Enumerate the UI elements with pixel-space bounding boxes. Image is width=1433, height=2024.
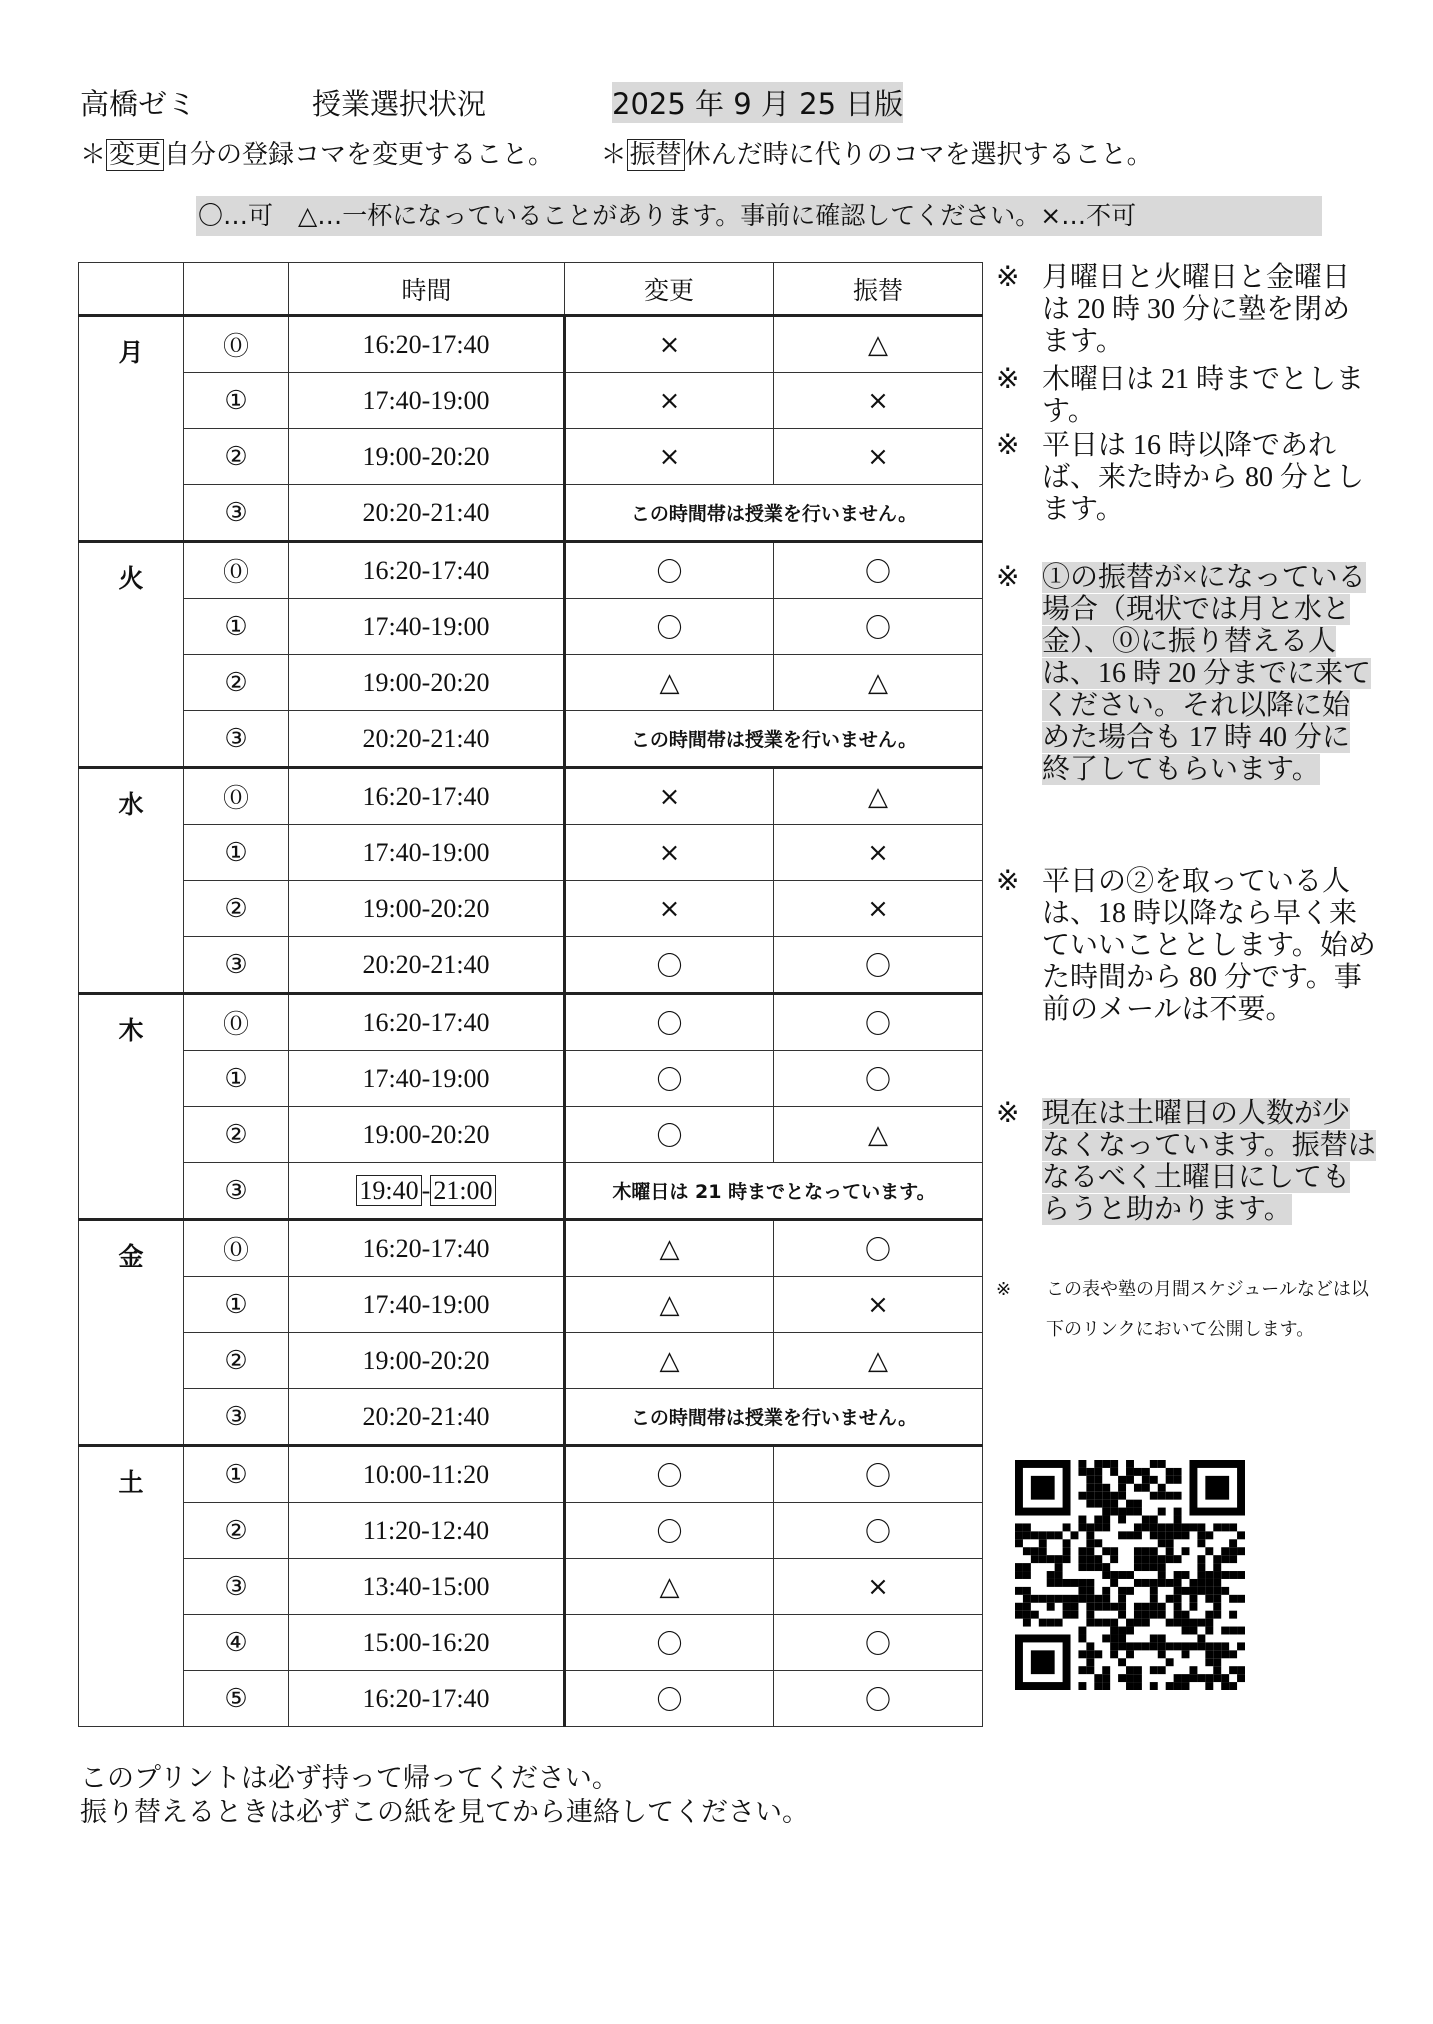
period-message: 木曜日は 21 時までとなっています。 bbox=[565, 1163, 983, 1220]
period-time: 19:00-20:20 bbox=[289, 1333, 565, 1389]
change-status: 〇 bbox=[565, 1446, 774, 1503]
period-time: 19:00-20:20 bbox=[289, 881, 565, 937]
period-time: 19:00-20:20 bbox=[289, 655, 565, 711]
table-header-row bbox=[79, 263, 983, 316]
makeup-status: 〇 bbox=[774, 937, 983, 994]
table-row bbox=[79, 1277, 983, 1333]
makeup-status: × bbox=[774, 881, 983, 937]
period-number: ① bbox=[184, 1277, 289, 1333]
star-mark: ＊ bbox=[600, 140, 627, 170]
side-note-5: ※ 平日の②を取っている人は、18 時以降なら早く来ていいこととします。始めた時間から 80 分です。事前のメールは不要。 bbox=[996, 866, 1376, 1025]
footer-line-2: 振り替えるときは必ずこの紙を見てから連絡してください。 bbox=[80, 1797, 809, 1828]
period-number: ① bbox=[184, 373, 289, 429]
period-number: ① bbox=[184, 599, 289, 655]
makeup-status: 〇 bbox=[774, 599, 983, 655]
table-row bbox=[79, 1333, 983, 1389]
period-time: 16:20-17:40 bbox=[289, 316, 565, 373]
change-status: 〇 bbox=[565, 1503, 774, 1559]
change-status: △ bbox=[565, 1333, 774, 1389]
table-row bbox=[79, 1503, 983, 1559]
change-status: 〇 bbox=[565, 1671, 774, 1727]
period-time: 19:00-20:20 bbox=[289, 429, 565, 485]
period-number: ③ bbox=[184, 1389, 289, 1446]
change-status: × bbox=[565, 373, 774, 429]
makeup-status: × bbox=[774, 429, 983, 485]
day-label: 火 bbox=[79, 542, 184, 768]
makeup-status: △ bbox=[774, 655, 983, 711]
period-time: 17:40-19:00 bbox=[289, 1051, 565, 1107]
side-note-3: ※ 平日は 16 時以降であれば、来た時から 80 分とします。 bbox=[996, 430, 1365, 525]
period-time: 20:20-21:40 bbox=[289, 937, 565, 994]
period-time: 11:20-12:40 bbox=[289, 1503, 565, 1559]
footer bbox=[80, 1762, 809, 1830]
period-number: ② bbox=[184, 881, 289, 937]
table-row bbox=[79, 825, 983, 881]
period-time: 13:40-15:00 bbox=[289, 1559, 565, 1615]
period-number: ③ bbox=[184, 711, 289, 768]
period-time: 10:00-11:20 bbox=[289, 1446, 565, 1503]
period-number: ⓪ bbox=[184, 316, 289, 373]
makeup-status: 〇 bbox=[774, 542, 983, 599]
period-time: 17:40-19:00 bbox=[289, 1277, 565, 1333]
period-time: 19:00-20:20 bbox=[289, 1107, 565, 1163]
change-status: 〇 bbox=[565, 1051, 774, 1107]
header-cell-day bbox=[79, 263, 184, 316]
period-number: ⓪ bbox=[184, 542, 289, 599]
table-row bbox=[79, 1220, 983, 1277]
header-change: 変更 bbox=[565, 263, 774, 316]
period-message: この時間帯は授業を行いません。 bbox=[565, 485, 983, 542]
period-time: 17:40-19:00 bbox=[289, 825, 565, 881]
period-number: ③ bbox=[184, 1559, 289, 1615]
side-note-2: ※ 木曜日は 21 時までとします。 bbox=[996, 364, 1365, 427]
period-number: ⓪ bbox=[184, 768, 289, 825]
period-time: 20:20-21:40 bbox=[289, 485, 565, 542]
change-status: 〇 bbox=[565, 994, 774, 1051]
makeup-status: 〇 bbox=[774, 1615, 983, 1671]
change-status: △ bbox=[565, 1277, 774, 1333]
change-status: × bbox=[565, 881, 774, 937]
table-row bbox=[79, 429, 983, 485]
period-number: ④ bbox=[184, 1615, 289, 1671]
period-time: 16:20-17:40 bbox=[289, 1671, 565, 1727]
time-separator: - bbox=[421, 1175, 431, 1205]
day-label: 月 bbox=[79, 316, 184, 542]
period-time: 16:20-17:40 bbox=[289, 994, 565, 1051]
period-number: ③ bbox=[184, 937, 289, 994]
period-time: 16:20-17:40 bbox=[289, 542, 565, 599]
change-status: 〇 bbox=[565, 542, 774, 599]
makeup-definition: 休んだ時に代りのコマを選択すること。 bbox=[684, 140, 1153, 170]
table-row bbox=[79, 373, 983, 429]
change-status: × bbox=[565, 429, 774, 485]
makeup-status: △ bbox=[774, 1333, 983, 1389]
table-row bbox=[79, 1051, 983, 1107]
change-status: 〇 bbox=[565, 937, 774, 994]
change-status: × bbox=[565, 316, 774, 373]
makeup-status: 〇 bbox=[774, 1220, 983, 1277]
table-row bbox=[79, 1559, 983, 1615]
table-row bbox=[79, 316, 983, 373]
schedule-table bbox=[78, 262, 983, 1727]
table-row bbox=[79, 655, 983, 711]
change-status: × bbox=[565, 825, 774, 881]
time-end: 21:00 bbox=[430, 1175, 495, 1206]
table-row bbox=[79, 485, 983, 542]
side-note-1: ※ 月曜日と火曜日と金曜日は 20 時 30 分に塾を閉めます。 bbox=[996, 262, 1351, 357]
change-status: △ bbox=[565, 1220, 774, 1277]
symbol-legend: 〇…可 △…一杯になっていることがあります。事前に確認してください。×…不可 bbox=[196, 196, 1322, 236]
makeup-status: × bbox=[774, 1277, 983, 1333]
makeup-status: △ bbox=[774, 316, 983, 373]
period-number: ① bbox=[184, 1446, 289, 1503]
period-number: ⑤ bbox=[184, 1671, 289, 1727]
period-number: ⓪ bbox=[184, 994, 289, 1051]
day-label: 土 bbox=[79, 1446, 184, 1727]
footer-line-1: このプリントは必ず持って帰ってください。 bbox=[80, 1763, 619, 1794]
period-number: ② bbox=[184, 429, 289, 485]
makeup-status: 〇 bbox=[774, 1503, 983, 1559]
time-start: 19:40 bbox=[356, 1175, 421, 1206]
table-row bbox=[79, 542, 983, 599]
header-time: 時間 bbox=[289, 263, 565, 316]
period-number: ⓪ bbox=[184, 1220, 289, 1277]
period-time bbox=[289, 1163, 565, 1220]
page-subtitle: 授業選択状況 bbox=[312, 87, 487, 121]
period-number: ② bbox=[184, 655, 289, 711]
period-number: ① bbox=[184, 825, 289, 881]
period-time: 17:40-19:00 bbox=[289, 599, 565, 655]
period-time: 16:20-17:40 bbox=[289, 1220, 565, 1277]
header-cell-num bbox=[184, 263, 289, 316]
period-time: 20:20-21:40 bbox=[289, 1389, 565, 1446]
day-label: 木 bbox=[79, 994, 184, 1220]
table-row bbox=[79, 1389, 983, 1446]
change-definition: 自分の登録コマを変更すること。 bbox=[164, 140, 555, 170]
table-row bbox=[79, 937, 983, 994]
period-number: ② bbox=[184, 1107, 289, 1163]
change-status: △ bbox=[565, 655, 774, 711]
makeup-status: × bbox=[774, 373, 983, 429]
change-status: 〇 bbox=[565, 1107, 774, 1163]
makeup-status: × bbox=[774, 825, 983, 881]
star-mark: ＊ bbox=[80, 140, 107, 170]
table-row bbox=[79, 994, 983, 1051]
period-time: 16:20-17:40 bbox=[289, 768, 565, 825]
period-number: ① bbox=[184, 1051, 289, 1107]
change-term: 変更 bbox=[106, 139, 164, 171]
header-makeup: 振替 bbox=[774, 263, 983, 316]
day-label: 金 bbox=[79, 1220, 184, 1446]
period-number: ② bbox=[184, 1503, 289, 1559]
makeup-status: 〇 bbox=[774, 994, 983, 1051]
table-row bbox=[79, 1107, 983, 1163]
period-number: ③ bbox=[184, 485, 289, 542]
makeup-status: △ bbox=[774, 1107, 983, 1163]
period-message: この時間帯は授業を行いません。 bbox=[565, 1389, 983, 1446]
table-row bbox=[79, 1446, 983, 1503]
table-row bbox=[79, 768, 983, 825]
change-status: 〇 bbox=[565, 1615, 774, 1671]
table-row bbox=[79, 599, 983, 655]
version-date: 2025 年 9 月 25 日版 bbox=[612, 82, 903, 123]
makeup-status: 〇 bbox=[774, 1051, 983, 1107]
side-note-7: ※ この表や塾の月間スケジュールなどは以下のリンクにおいて公開します。 bbox=[996, 1279, 1369, 1340]
period-time: 15:00-16:20 bbox=[289, 1615, 565, 1671]
period-number: ② bbox=[184, 1333, 289, 1389]
side-note-6: ※ 現在は土曜日の人数が少なくなっています。振替はなるべく土曜日にしてもらうと助かります。 bbox=[996, 1098, 1376, 1225]
makeup-status: △ bbox=[774, 768, 983, 825]
change-status: 〇 bbox=[565, 599, 774, 655]
table-row bbox=[79, 881, 983, 937]
table-row bbox=[79, 1671, 983, 1727]
day-label: 水 bbox=[79, 768, 184, 994]
page-title: 高橋ゼミ bbox=[80, 87, 197, 121]
period-time: 17:40-19:00 bbox=[289, 373, 565, 429]
makeup-term: 振替 bbox=[627, 139, 685, 171]
period-message: この時間帯は授業を行いません。 bbox=[565, 711, 983, 768]
table-row bbox=[79, 1615, 983, 1671]
period-time: 20:20-21:40 bbox=[289, 711, 565, 768]
period-number: ③ bbox=[184, 1163, 289, 1220]
change-status: △ bbox=[565, 1559, 774, 1615]
table-row bbox=[79, 711, 983, 768]
qr-code-icon[interactable] bbox=[1015, 1460, 1245, 1690]
makeup-status: 〇 bbox=[774, 1671, 983, 1727]
definition-line bbox=[80, 134, 1153, 171]
table-row bbox=[79, 1163, 983, 1220]
change-status: × bbox=[565, 768, 774, 825]
makeup-status: × bbox=[774, 1559, 983, 1615]
side-note-4: ※ ①の振替が×になっている場合（現状では月と水と金）、⓪に振り替える人は、16 時 20 分までに来てください。それ以降に始めた場合も 17 時 40 分に終了してもらいます。 bbox=[996, 562, 1372, 785]
makeup-status: 〇 bbox=[774, 1446, 983, 1503]
